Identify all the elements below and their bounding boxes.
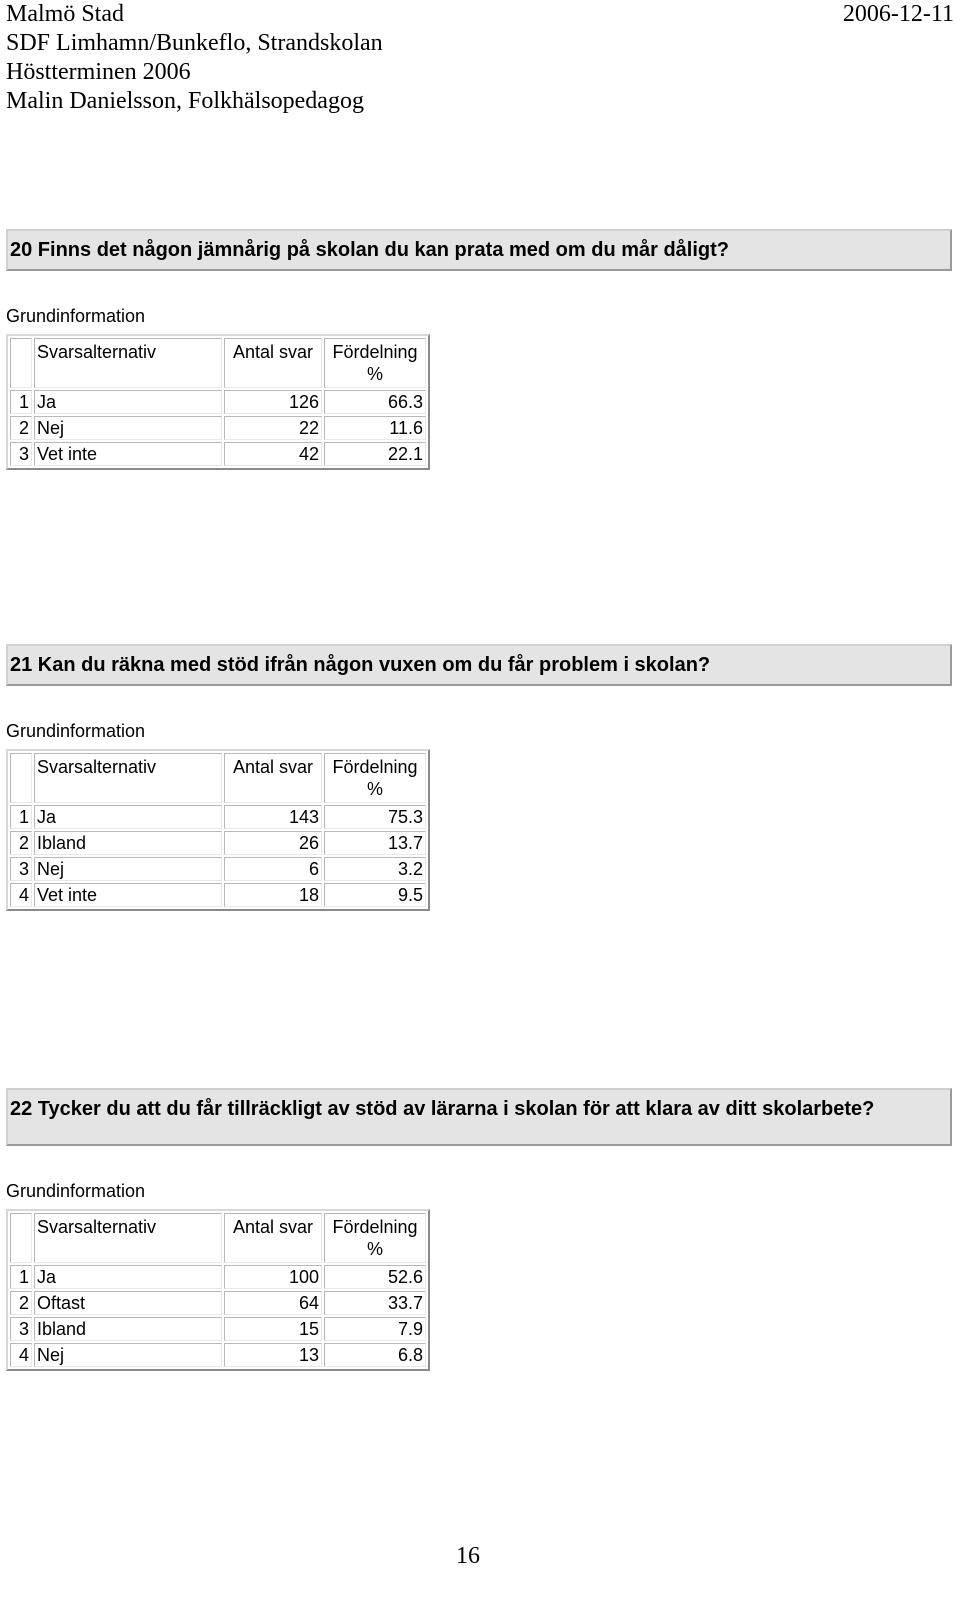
row-count: 100 [224, 1265, 322, 1289]
header-cell-alt: Svarsalternativ [34, 338, 222, 388]
term-name: Höstterminen 2006 [6, 59, 191, 85]
table-row [10, 805, 426, 829]
row-alt: Ja [34, 805, 222, 829]
table-header-row [10, 338, 426, 388]
row-count: 26 [224, 831, 322, 855]
header-cell-count: Antal svar [224, 338, 322, 388]
pct-label: % [366, 1239, 383, 1259]
results-table [6, 749, 430, 911]
header-cell-alt: Svarsalternativ [34, 753, 222, 803]
section-label: Grundinformation [6, 306, 146, 326]
row-index: 1 [10, 390, 32, 414]
pct-label: % [366, 364, 383, 384]
row-index: 2 [10, 831, 32, 855]
row-pct: 52.6 [324, 1265, 426, 1289]
question-title: 22 Tycker du att du får tillräckligt av stöd av lärarna i skolan för att klara av ditt skolarbete? [6, 1088, 952, 1146]
header-cell-dist [324, 338, 426, 388]
dist-label: Fördelning [332, 1217, 418, 1237]
row-alt: Nej [34, 416, 222, 440]
dist-label: Fördelning [332, 342, 418, 362]
row-count: 64 [224, 1291, 322, 1315]
table-row [10, 1317, 426, 1341]
row-count: 18 [224, 883, 322, 907]
author-name: Malin Danielsson, Folkhälsopedagog [6, 88, 364, 114]
row-alt: Ibland [34, 1317, 222, 1341]
row-count: 15 [224, 1317, 322, 1341]
pct-label: % [366, 779, 383, 799]
row-count: 126 [224, 390, 322, 414]
page-number: 16 [456, 1543, 480, 1569]
header-cell-alt: Svarsalternativ [34, 1213, 222, 1263]
org-name: Malmö Stad [6, 1, 124, 27]
row-alt: Ja [34, 390, 222, 414]
row-count: 22 [224, 416, 322, 440]
row-pct: 11.6 [324, 416, 426, 440]
document-date: 2006-12-11 [842, 1, 954, 27]
row-index: 1 [10, 1265, 32, 1289]
table-row [10, 416, 426, 440]
results-table [6, 1209, 430, 1371]
table-row [10, 857, 426, 881]
row-pct: 3.2 [324, 857, 426, 881]
section-label: Grundinformation [6, 721, 146, 741]
header-cell-index [10, 753, 32, 803]
results-table [6, 334, 430, 470]
header-cell-index [10, 338, 32, 388]
row-pct: 13.7 [324, 831, 426, 855]
row-index: 4 [10, 883, 32, 907]
question-title: 21 Kan du räkna med stöd ifrån någon vuxen om du får problem i skolan? [6, 644, 952, 686]
row-alt: Nej [34, 857, 222, 881]
table-header-row [10, 753, 426, 803]
row-count: 13 [224, 1343, 322, 1367]
row-count: 6 [224, 857, 322, 881]
row-index: 2 [10, 416, 32, 440]
row-count: 143 [224, 805, 322, 829]
table-row [10, 390, 426, 414]
table-row [10, 1291, 426, 1315]
table-row [10, 831, 426, 855]
row-index: 3 [10, 442, 32, 466]
row-alt: Ibland [34, 831, 222, 855]
row-pct: 75.3 [324, 805, 426, 829]
header-cell-index [10, 1213, 32, 1263]
row-index: 3 [10, 1317, 32, 1341]
row-index: 1 [10, 805, 32, 829]
row-index: 2 [10, 1291, 32, 1315]
table-row [10, 883, 426, 907]
table-row [10, 442, 426, 466]
table-row [10, 1343, 426, 1367]
row-alt: Vet inte [34, 883, 222, 907]
row-pct: 7.9 [324, 1317, 426, 1341]
row-index: 4 [10, 1343, 32, 1367]
question-title: 20 Finns det någon jämnårig på skolan du kan prata med om du mår dåligt? [6, 229, 952, 271]
row-alt: Nej [34, 1343, 222, 1367]
header-cell-count: Antal svar [224, 753, 322, 803]
header-cell-count: Antal svar [224, 1213, 322, 1263]
row-alt: Ja [34, 1265, 222, 1289]
row-pct: 22.1 [324, 442, 426, 466]
row-pct: 9.5 [324, 883, 426, 907]
section-label: Grundinformation [6, 1181, 146, 1201]
row-alt: Vet inte [34, 442, 222, 466]
row-pct: 6.8 [324, 1343, 426, 1367]
row-count: 42 [224, 442, 322, 466]
row-index: 3 [10, 857, 32, 881]
row-pct: 33.7 [324, 1291, 426, 1315]
table-header-row [10, 1213, 426, 1263]
dist-label: Fördelning [332, 757, 418, 777]
header-cell-dist [324, 753, 426, 803]
document-header [6, 0, 954, 116]
row-alt: Oftast [34, 1291, 222, 1315]
row-pct: 66.3 [324, 390, 426, 414]
table-row [10, 1265, 426, 1289]
header-cell-dist [324, 1213, 426, 1263]
school-name: SDF Limhamn/Bunkeflo, Strandskolan [6, 30, 383, 56]
